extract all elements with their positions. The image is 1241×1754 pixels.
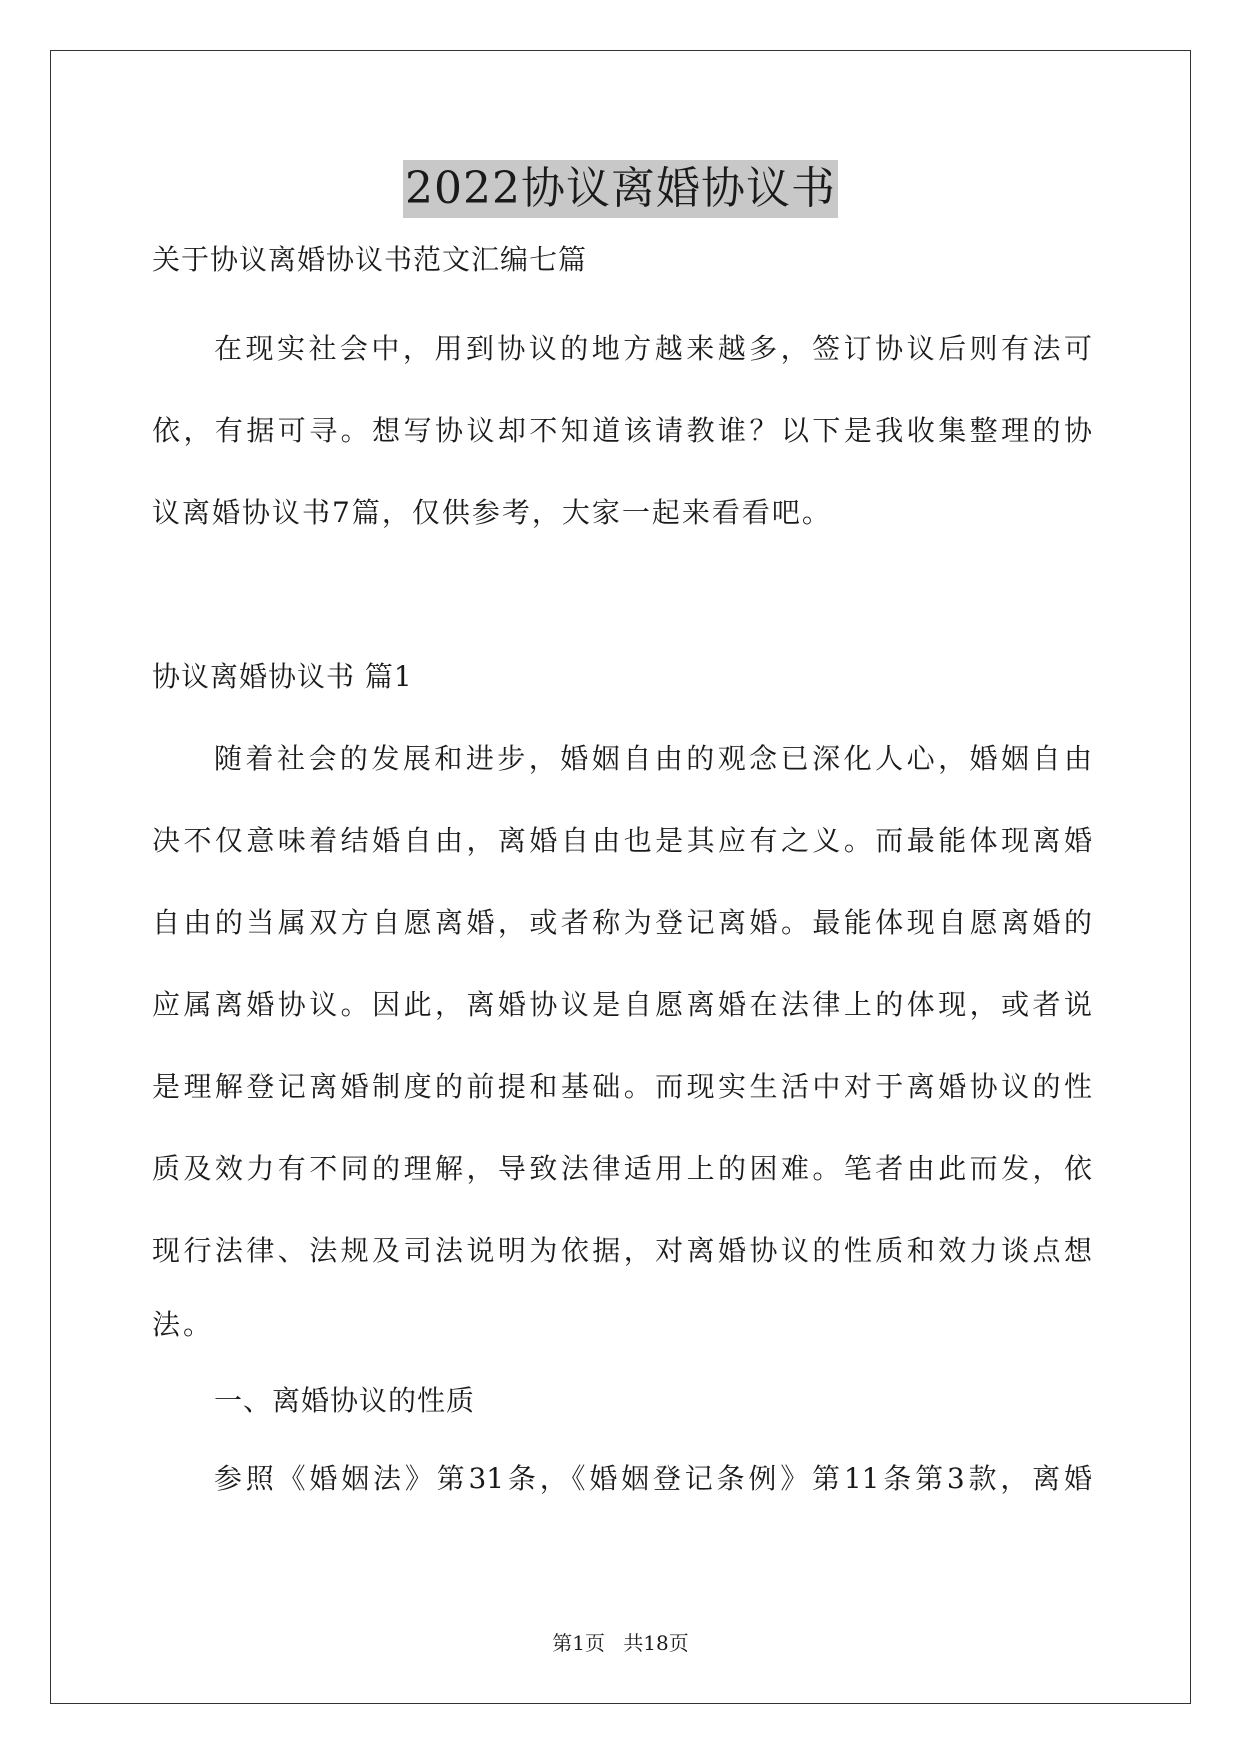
document-body: [152, 238, 1092, 1514]
intro-line: 依，有据可寻。想写协议却不知道该请教谁？以下是我收集整理的协: [152, 414, 1092, 447]
body-line: 现行法律、法规及司法说明为依据，对离婚协议的性质和效力谈点想: [152, 1234, 1092, 1267]
intro-line: 在现实社会中，用到协议的地方越来越多，签订协议后则有法可: [214, 332, 1092, 365]
body-line: 参照《婚姻法》第31条，《婚姻登记条例》第11条第3款，离婚: [214, 1462, 1092, 1495]
document-title: 2022协议离婚协议书: [403, 160, 838, 218]
page-number-current: 第1页: [552, 1631, 605, 1655]
body-line: 自由的当属双方自愿离婚，或者称为登记离婚。最能体现自愿离婚的: [152, 906, 1092, 939]
document-subtitle: 关于协议离婚协议书范文汇编七篇: [152, 243, 588, 276]
page-number-total: 共18页: [623, 1631, 689, 1655]
body-line: 法。: [152, 1308, 215, 1341]
sub-heading: 一、离婚协议的性质: [214, 1384, 476, 1417]
blank-line: [152, 554, 1092, 636]
body-line: 质及效力有不同的理解，导致法律适用上的困难。笔者由此而发，依: [152, 1152, 1092, 1185]
section-heading: 协议离婚协议书 篇1: [152, 660, 413, 693]
body-line: 随着社会的发展和进步，婚姻自由的观念已深化人心，婚姻自由: [214, 742, 1092, 775]
intro-line: 议离婚协议书7篇，仅供参考，大家一起来看看吧。: [152, 496, 832, 529]
title-container: [0, 160, 1241, 218]
page-footer: [0, 1630, 1241, 1656]
body-line: 是理解登记离婚制度的前提和基础。而现实生活中对于离婚协议的性: [152, 1070, 1092, 1103]
body-line: 决不仅意味着结婚自由，离婚自由也是其应有之义。而最能体现离婚: [152, 824, 1092, 857]
body-line: 应属离婚协议。因此，离婚协议是自愿离婚在法律上的体现，或者说: [152, 988, 1092, 1021]
